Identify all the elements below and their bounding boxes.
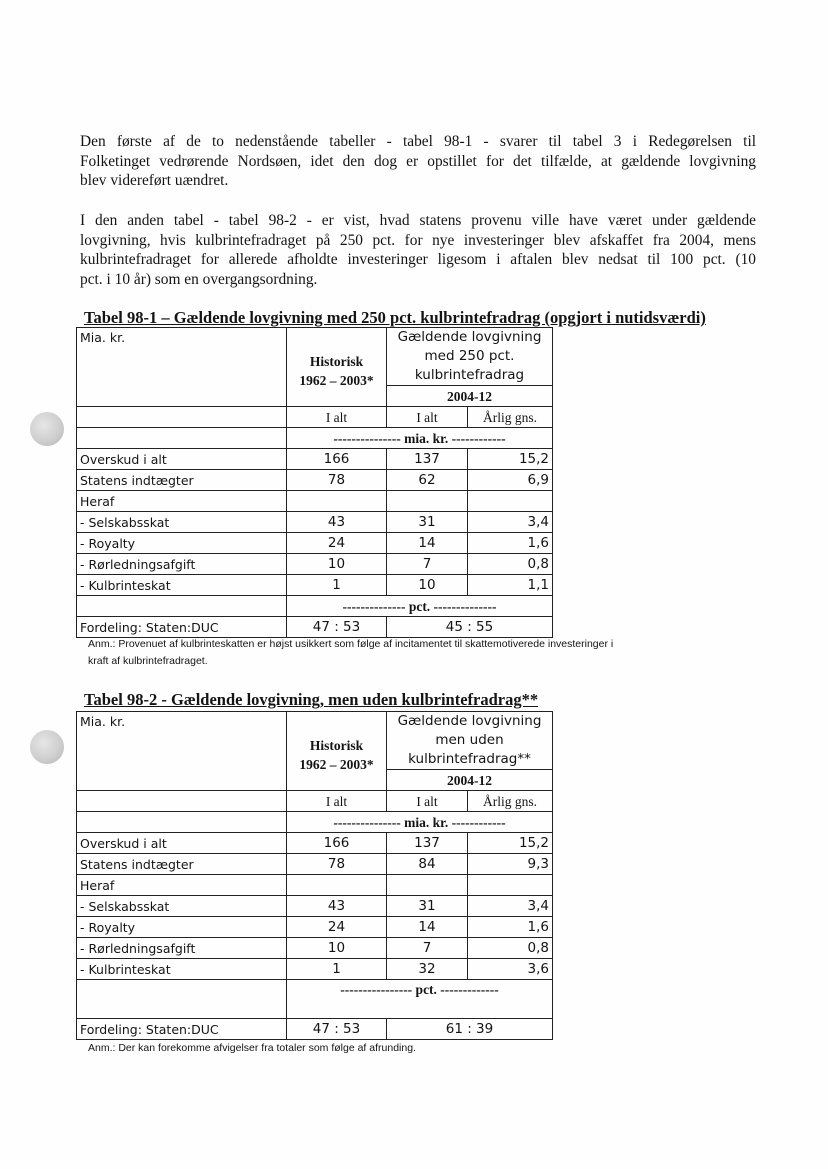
row-historic-value (287, 491, 387, 512)
table-row (77, 449, 553, 470)
row-label: - Royalty (77, 917, 287, 938)
row-label: - Kulbrinteskat (77, 959, 287, 980)
row-annual-avg-value: 1,6 (468, 533, 553, 554)
row-annual-avg-value: 3,4 (468, 512, 553, 533)
table-2 (76, 711, 553, 1040)
table-header-row (77, 407, 553, 428)
intro-paragraph-1 (80, 132, 756, 191)
text-line: blev videreført uændret. (80, 172, 229, 189)
row-total-value: 7 (387, 554, 468, 575)
col-header-total: I alt (287, 791, 387, 812)
unit-row (77, 812, 553, 833)
row-total-value: 137 (387, 833, 468, 854)
unit-divider: --------------- mia. kr. ------------ (287, 812, 553, 833)
row-annual-avg-value: 9,3 (468, 854, 553, 875)
punch-hole (30, 412, 64, 446)
pct-row (77, 980, 553, 1019)
row-historic-value: 1 (287, 959, 387, 980)
row-annual-avg-value: 0,8 (468, 938, 553, 959)
punch-hole (30, 730, 64, 764)
row-historic-value: 43 (287, 896, 387, 917)
table-row (77, 470, 553, 491)
text-line: Den første af de to nedenstående tabeller - tabel 98-1 - svarer til tabel 3 i Redegørelsen til (80, 133, 756, 150)
table-row (77, 959, 553, 980)
row-total-value (387, 491, 468, 512)
table-1-title: Tabel 98-1 – Gældende lovgivning med 250 pct. kulbrintefradrag (opgjort i nutidsværdi) (84, 308, 706, 327)
table-header-row (77, 712, 553, 770)
text-line: pct. i 10 år) som en overgangsordning. (80, 270, 318, 288)
row-annual-avg-value: 15,2 (468, 833, 553, 854)
row-label: - Kulbrinteskat (77, 575, 287, 596)
table-header-row (77, 791, 553, 812)
row-total-value: 7 (387, 938, 468, 959)
table-2-note: Anm.: Der kan forekomme afvigelser fra totaler som følge af afrunding. (88, 1042, 416, 1054)
dist-new: 45 : 55 (387, 617, 553, 638)
pct-divider: -------------- pct. -------------- (287, 596, 553, 617)
row-label: - Rørledningsafgift (77, 554, 287, 575)
row-label: Heraf (77, 491, 287, 512)
row-annual-avg-value: 0,8 (468, 554, 553, 575)
col-header-total: I alt (387, 791, 468, 812)
row-total-value: 14 (387, 533, 468, 554)
dist-historic: 47 : 53 (287, 1019, 387, 1040)
row-annual-avg-value: 3,6 (468, 959, 553, 980)
row-label: - Rørledningsafgift (77, 938, 287, 959)
row-annual-avg-value (468, 875, 553, 896)
row-total-value: 31 (387, 512, 468, 533)
text-line: Folketinget vedrørende Nordsøen, idet den dog er opstillet for det tilfælde, at gældende lovgivning (80, 152, 756, 170)
dist-label: Fordeling: Staten:DUC (77, 1019, 287, 1040)
row-historic-value: 10 (287, 938, 387, 959)
unit-divider: --------------- mia. kr. ------------ (287, 428, 553, 449)
distribution-row (77, 1019, 553, 1040)
table-1 (76, 327, 553, 638)
row-label: - Selskabsskat (77, 512, 287, 533)
text-line: I den anden tabel - tabel 98-2 - er vist, hvad statens provenu ville have været under gældende (80, 212, 756, 229)
table-2-title: Tabel 98-2 - Gældende lovgivning, men uden kulbrintefradrag** (84, 690, 539, 709)
table-row (77, 854, 553, 875)
table-row (77, 554, 553, 575)
row-total-value: 14 (387, 917, 468, 938)
row-total-value: 10 (387, 575, 468, 596)
row-label: - Royalty (77, 533, 287, 554)
unit-row (77, 428, 553, 449)
table-row (77, 875, 553, 896)
pct-divider: ---------------- pct. ------------- (287, 980, 553, 1019)
distribution-row (77, 617, 553, 638)
dist-new: 61 : 39 (387, 1019, 553, 1040)
period-header: 2004-12 (387, 770, 553, 791)
table-row (77, 896, 553, 917)
law-header: Gældende lovgivning men uden kulbrintefradrag** (387, 712, 553, 770)
row-historic-value: 78 (287, 854, 387, 875)
row-label: Heraf (77, 875, 287, 896)
row-total-value: 84 (387, 854, 468, 875)
row-label: Statens indtægter (77, 470, 287, 491)
row-total-value: 62 (387, 470, 468, 491)
row-historic-value: 24 (287, 533, 387, 554)
table-row (77, 938, 553, 959)
table-row (77, 575, 553, 596)
table-row (77, 533, 553, 554)
row-annual-avg-value: 3,4 (468, 896, 553, 917)
pct-row (77, 596, 553, 617)
text-line: kulbrintefradraget for allerede afholdte investeringer ligesom i aftalen blev nedsat til 100 pct. (10 (80, 251, 756, 268)
row-annual-avg-value (468, 491, 553, 512)
row-label: Overskud i alt (77, 449, 287, 470)
row-annual-avg-value: 15,2 (468, 449, 553, 470)
row-historic-value (287, 875, 387, 896)
row-label: Statens indtægter (77, 854, 287, 875)
row-total-value: 137 (387, 449, 468, 470)
row-label: Overskud i alt (77, 833, 287, 854)
historic-header: Historisk 1962 – 2003* (287, 712, 387, 791)
row-historic-value: 24 (287, 917, 387, 938)
row-historic-value: 10 (287, 554, 387, 575)
row-historic-value: 43 (287, 512, 387, 533)
row-total-value: 32 (387, 959, 468, 980)
table-row (77, 833, 553, 854)
historic-header: Historisk 1962 – 2003* (287, 328, 387, 407)
row-label: - Selskabsskat (77, 896, 287, 917)
law-header: Gældende lovgivning med 250 pct. kulbrintefradrag (387, 328, 553, 386)
col-header-total: I alt (287, 407, 387, 428)
unit-label: Mia. kr. (77, 712, 287, 791)
row-historic-value: 78 (287, 470, 387, 491)
table-header-row (77, 328, 553, 386)
intro-paragraph-2 (80, 211, 756, 289)
row-total-value (387, 875, 468, 896)
row-total-value: 31 (387, 896, 468, 917)
text-line: lovgivning, hvis kulbrintefradraget på 250 pct. for nye investeringer blev afskaffet fra 2004, mens (80, 231, 756, 249)
row-annual-avg-value: 1,1 (468, 575, 553, 596)
col-header-annual-avg: Årlig gns. (468, 407, 553, 428)
row-historic-value: 166 (287, 449, 387, 470)
table-row (77, 491, 553, 512)
row-annual-avg-value: 1,6 (468, 917, 553, 938)
row-historic-value: 1 (287, 575, 387, 596)
row-annual-avg-value: 6,9 (468, 470, 553, 491)
unit-label: Mia. kr. (77, 328, 287, 407)
table-row (77, 917, 553, 938)
period-header: 2004-12 (387, 386, 553, 407)
table-row (77, 512, 553, 533)
dist-label: Fordeling: Staten:DUC (77, 617, 287, 638)
col-header-total: I alt (387, 407, 468, 428)
col-header-annual-avg: Årlig gns. (468, 791, 553, 812)
table-1-note: Anm.: Provenuet af kulbrinteskatten er højst usikkert som følge af incitamentet til skattemotiverede investeringer i kraft af kulbrintefradraget. (88, 638, 614, 667)
dist-historic: 47 : 53 (287, 617, 387, 638)
row-historic-value: 166 (287, 833, 387, 854)
